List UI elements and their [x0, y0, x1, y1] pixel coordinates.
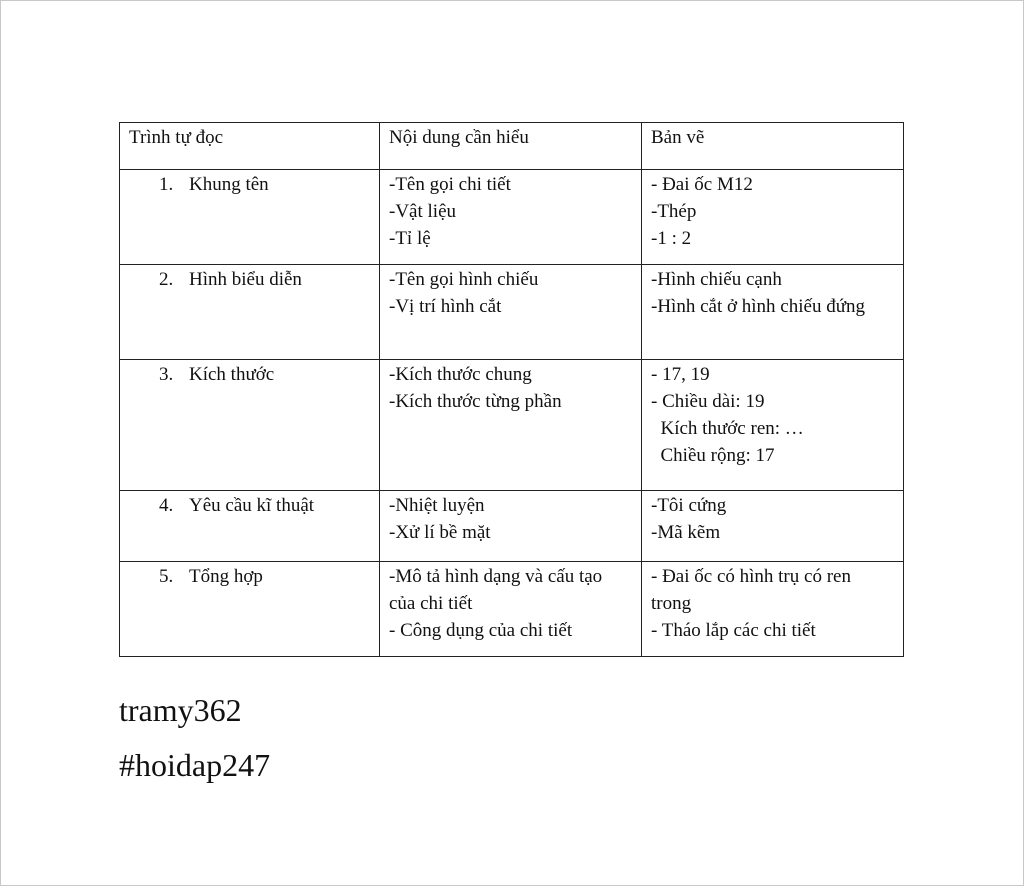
table-row	[120, 562, 904, 657]
content-cell	[380, 265, 642, 360]
drawing-line: -Mã kẽm	[651, 522, 721, 543]
hashtag: #hoidap247	[119, 747, 271, 783]
drawing-line: - 17, 19	[651, 364, 710, 385]
step-cell	[120, 265, 380, 360]
step-label: Yêu cầu kĩ thuật	[189, 495, 315, 516]
drawing-line: - Tháo lắp các chi tiết	[651, 620, 816, 641]
step-number: 1.	[159, 174, 174, 195]
header-reading-order: Trình tự đọc	[120, 123, 380, 170]
content-line: -Tỉ lệ	[389, 228, 431, 249]
drawing-line: Chiều rộng: 17	[651, 445, 775, 466]
step-label: Kích thước	[189, 364, 275, 385]
drawing-line: - Đai ốc có hình trụ có ren trong	[651, 566, 856, 614]
table-row	[120, 360, 904, 491]
step-label: Khung tên	[189, 174, 269, 195]
drawing-line: -Thép	[651, 201, 697, 222]
author-name: tramy362	[119, 692, 242, 728]
step-label: Tổng hợp	[189, 566, 263, 587]
reading-steps-table	[119, 122, 904, 657]
drawing-line: -Tôi cứng	[651, 495, 727, 516]
drawing-line: -1 : 2	[651, 228, 692, 249]
step-cell	[120, 562, 380, 657]
content-cell	[380, 360, 642, 491]
step-cell	[120, 360, 380, 491]
content-line: -Kích thước chung	[389, 364, 532, 385]
content-line: -Kích thước từng phần	[389, 391, 562, 412]
step-number: 4.	[159, 495, 174, 516]
header-content-to-understand: Nội dung cần hiểu	[380, 123, 642, 170]
drawing-cell	[642, 170, 904, 265]
table-header-row	[120, 123, 904, 170]
drawing-line: Kích thước ren: …	[651, 418, 804, 439]
drawing-cell	[642, 265, 904, 360]
drawing-cell	[642, 562, 904, 657]
step-number: 3.	[159, 364, 174, 385]
drawing-line: -Hình cắt ở hình chiếu đứng	[651, 296, 865, 317]
header-drawing: Bản vẽ	[642, 123, 904, 170]
content-cell	[380, 170, 642, 265]
content-cell	[380, 491, 642, 562]
table-row	[120, 265, 904, 360]
content-cell	[380, 562, 642, 657]
content-line: -Tên gọi chi tiết	[389, 174, 511, 195]
drawing-line: - Chiều dài: 19	[651, 391, 765, 412]
content-line: -Mô tả hình dạng và cấu tạo của chi tiết	[389, 566, 607, 614]
step-label: Hình biểu diễn	[189, 269, 302, 290]
step-cell	[120, 170, 380, 265]
drawing-cell	[642, 491, 904, 562]
step-number: 2.	[159, 269, 174, 290]
content-line: -Vật liệu	[389, 201, 457, 222]
content-line: -Vị trí hình cắt	[389, 296, 502, 317]
table-row	[120, 491, 904, 562]
content-line: -Nhiệt luyện	[389, 495, 485, 516]
step-number: 5.	[159, 566, 174, 587]
drawing-line: - Đai ốc M12	[651, 174, 753, 195]
table-row	[120, 170, 904, 265]
content-line: -Xử lí bề mặt	[389, 522, 491, 543]
step-cell	[120, 491, 380, 562]
drawing-cell	[642, 360, 904, 491]
drawing-line: -Hình chiếu cạnh	[651, 269, 782, 290]
content-line: - Công dụng của chi tiết	[389, 620, 573, 641]
content-line: -Tên gọi hình chiếu	[389, 269, 539, 290]
